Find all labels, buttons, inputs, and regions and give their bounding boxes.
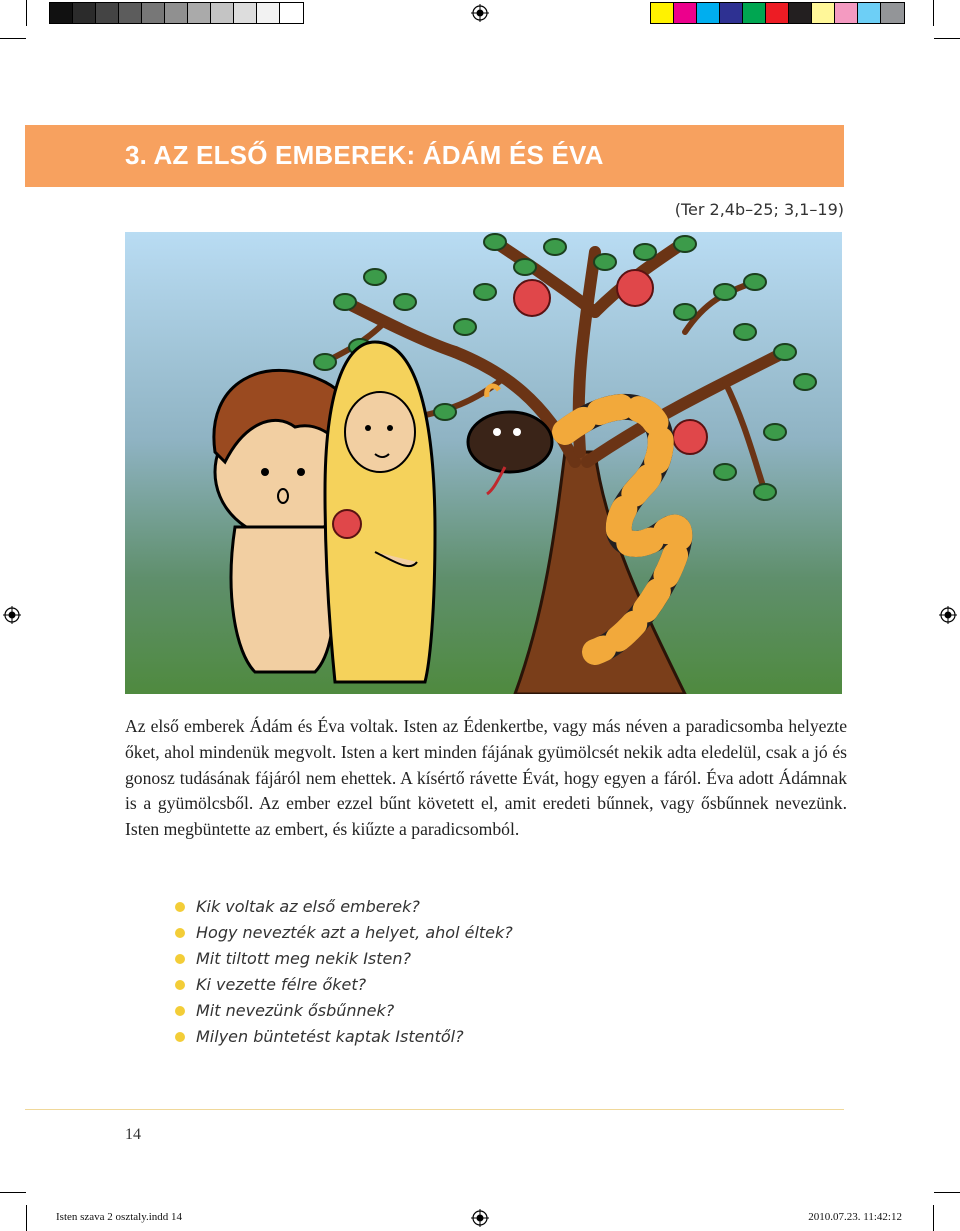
color-swatch: [142, 3, 165, 23]
color-swatch: [651, 3, 674, 23]
color-swatch: [766, 3, 789, 23]
color-swatch: [280, 3, 303, 23]
color-swatch: [234, 3, 257, 23]
bullet-dot-icon: [175, 902, 185, 912]
color-swatch: [858, 3, 881, 23]
crop-mark: [933, 0, 934, 26]
color-swatch: [720, 3, 743, 23]
question-list: [178, 897, 513, 1053]
color-swatch: [96, 3, 119, 23]
registration-mark-icon: [939, 606, 957, 624]
color-swatch: [119, 3, 142, 23]
color-swatch: [257, 3, 280, 23]
question-item: [178, 897, 513, 923]
color-swatch: [188, 3, 211, 23]
process-color-bar: [650, 2, 905, 24]
crop-mark: [26, 0, 27, 26]
question-text: Milyen büntetést kaptak Istentől?: [196, 1027, 464, 1046]
scripture-reference: (Ter 2,4b–25; 3,1–19): [674, 200, 844, 219]
bullet-dot-icon: [175, 980, 185, 990]
crop-mark: [26, 1205, 27, 1231]
registration-mark-icon: [471, 4, 489, 22]
gray-color-bar: [49, 2, 304, 24]
page-number: 14: [125, 1126, 141, 1143]
crop-mark: [934, 38, 960, 39]
color-swatch: [697, 3, 720, 23]
chapter-title: 3. AZ ELSŐ EMBEREK: ÁDÁM ÉS ÉVA: [125, 140, 604, 170]
crop-mark: [934, 1192, 960, 1193]
color-swatch: [881, 3, 904, 23]
crop-mark: [933, 1205, 934, 1231]
question-text: Kik voltak az első emberek?: [196, 897, 420, 916]
color-swatch: [674, 3, 697, 23]
question-text: Ki vezette félre őket?: [196, 975, 367, 994]
crop-mark: [0, 1192, 26, 1193]
question-item: [178, 923, 513, 949]
adam-eve-serpent-tree-illustration: [125, 232, 842, 694]
registration-mark-icon: [471, 1209, 489, 1227]
bullet-dot-icon: [175, 1006, 185, 1016]
question-item: [178, 1027, 513, 1053]
question-text: Mit nevezünk ősbűnnek?: [196, 1001, 395, 1020]
footer-rule: [25, 1109, 844, 1110]
question-text: Mit tiltott meg nekik Isten?: [196, 949, 411, 968]
color-swatch: [73, 3, 96, 23]
registration-mark-icon: [3, 606, 21, 624]
question-item: [178, 1001, 513, 1027]
print-slug-timestamp: 2010.07.23. 11:42:12: [808, 1211, 902, 1223]
bullet-dot-icon: [175, 1032, 185, 1042]
color-swatch: [165, 3, 188, 23]
question-item: [178, 975, 513, 1001]
body-paragraph: Az első emberek Ádám és Éva voltak. Isten az Édenkertbe, vagy más néven a paradicsomba helyezte őket, ahol mindenük megvolt. Isten a kert minden fájának gyümölcsét nekik adta eledelül, csak a jó és gonosz tudásának fájáról nem ehettek. A kísértő rávette Évát, hogy egyen a fáról. Éva adott Ádámnak is a gyümölcsből. Az ember ezzel bűnt követett el, amit eredeti bűnnek, vagy ősbűnnek nevezünk. Isten megbüntette az embert, és kiűzte a paradicsomból.: [125, 716, 847, 840]
question-text: Hogy nevezték azt a helyet, ahol éltek?: [196, 923, 513, 942]
color-swatch: [789, 3, 812, 23]
crop-mark: [0, 38, 26, 39]
color-swatch: [812, 3, 835, 23]
color-swatch: [50, 3, 73, 23]
color-swatch: [835, 3, 858, 23]
color-swatch: [743, 3, 766, 23]
bullet-dot-icon: [175, 954, 185, 964]
bullet-dot-icon: [175, 928, 185, 938]
body-text: [125, 714, 847, 843]
print-slug-file: Isten szava 2 osztaly.indd 14: [56, 1211, 183, 1223]
color-swatch: [211, 3, 234, 23]
question-item: [178, 949, 513, 975]
